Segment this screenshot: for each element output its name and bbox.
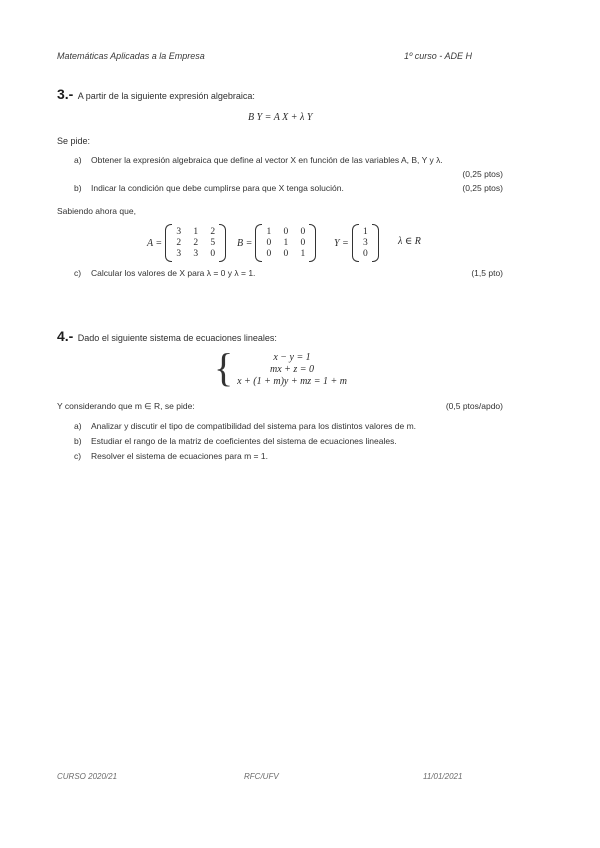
footer-department: RFC/UFV [244, 772, 279, 781]
matrix-cell: 0 [210, 248, 216, 259]
header-subject: Matemáticas Aplicadas a la Empresa [57, 51, 205, 61]
question-3c-text: Calcular los valores de X para λ = 0 y λ = 1. [91, 268, 256, 278]
question-3-heading [57, 86, 255, 104]
matrix-cell: 3 [362, 237, 368, 248]
matrix-cell: 1 [362, 226, 368, 237]
question-3b-label: b) [74, 183, 82, 193]
matrix-b-grid [262, 227, 309, 260]
question-4a-label: a) [74, 421, 82, 431]
matrix-a-left-bracket [165, 224, 172, 262]
lambda-domain: λ ∈ R [398, 236, 421, 247]
vector-y-grid [359, 227, 372, 260]
footer-date: 11/01/2021 [423, 772, 463, 781]
matrix-cell: 2 [210, 226, 216, 237]
matrix-a-grid [172, 227, 219, 260]
vector-y-left-bracket [352, 224, 359, 262]
matrix-cell: 1 [266, 226, 272, 237]
question-3b-text: Indicar la condición que debe cumplirse para que X tenga solución. [91, 183, 344, 193]
matrix-cell: 5 [210, 237, 216, 248]
question-4a-text: Analizar y discutir el tipo de compatibilidad del sistema para los distintos valores de m. [91, 421, 417, 431]
question-4b-text: Estudiar el rango de la matriz de coeficientes del sistema de ecuaciones lineales. [91, 436, 397, 446]
footer-course-year: CURSO 2020/21 [57, 772, 118, 781]
matrix-cell: 3 [193, 248, 199, 259]
question-3a-label: a) [74, 155, 82, 165]
system-equation-3: x + (1 + m)y + mz = 1 + m [237, 376, 347, 387]
matrix-cell: 0 [300, 226, 306, 237]
matrix-cell: 0 [266, 237, 272, 248]
matrix-cell: 1 [193, 226, 199, 237]
question-3-equation: B Y = A X + λ Y [248, 112, 313, 123]
question-3a-text: Obtener la expresión algebraica que define al vector X en función de las variables A, B, Y y λ. [91, 155, 443, 165]
vector-y [334, 224, 379, 262]
matrix-cell: 3 [176, 226, 182, 237]
matrix-cell: 0 [266, 248, 272, 259]
question-4-intro: Dado el siguiente sistema de ecuaciones lineales: [77, 333, 277, 343]
matrix-cell: 0 [300, 237, 306, 248]
matrix-cell: 1 [300, 248, 306, 259]
matrix-b [237, 224, 316, 262]
question-4b-label: b) [74, 436, 82, 446]
matrix-cell: 0 [283, 248, 289, 259]
question-3-number: 3.- [57, 86, 74, 102]
question-4-number: 4.- [57, 328, 74, 344]
question-3c-points: (1,5 pto) [471, 268, 503, 278]
system-brace: { [214, 345, 234, 390]
question-4c-text: Resolver el sistema de ecuaciones para m = 1. [91, 451, 268, 461]
vector-y-right-bracket [372, 224, 379, 262]
matrix-cell: 3 [176, 248, 182, 259]
question-4-heading [57, 328, 277, 346]
matrix-b-label: B = [237, 237, 253, 249]
matrix-cell: 1 [283, 237, 289, 248]
matrix-b-right-bracket [309, 224, 316, 262]
equation-system [222, 352, 362, 388]
question-3c-label: c) [74, 268, 82, 278]
question-4c-label: c) [74, 451, 82, 461]
question-4-considerando: Y considerando que m ∈ R, se pide: [57, 401, 195, 411]
question-3b-points: (0,25 ptos) [462, 183, 503, 193]
system-equation-2: mx + z = 0 [269, 364, 315, 375]
matrix-cell: 0 [283, 226, 289, 237]
question-4-points: (0,5 ptos/apdo) [445, 401, 503, 411]
matrix-a [147, 224, 226, 262]
matrix-a-label: A = [147, 237, 163, 249]
question-3-se-pide: Se pide: [57, 136, 91, 146]
system-equation-1: x − y = 1 [273, 352, 311, 363]
matrix-cell: 2 [176, 237, 182, 248]
matrix-cell: 2 [193, 237, 199, 248]
question-3a-points: (0,25 ptos) [462, 169, 503, 179]
question-3-sabiendo: Sabiendo ahora que, [57, 206, 136, 216]
matrix-a-right-bracket [219, 224, 226, 262]
question-3-intro: A partir de la siguiente expresión algebraica: [77, 91, 255, 101]
vector-y-label: Y = [334, 237, 349, 249]
matrix-cell: 0 [362, 248, 368, 259]
matrix-b-left-bracket [255, 224, 262, 262]
header-course: 1º curso - ADE H [404, 51, 472, 61]
